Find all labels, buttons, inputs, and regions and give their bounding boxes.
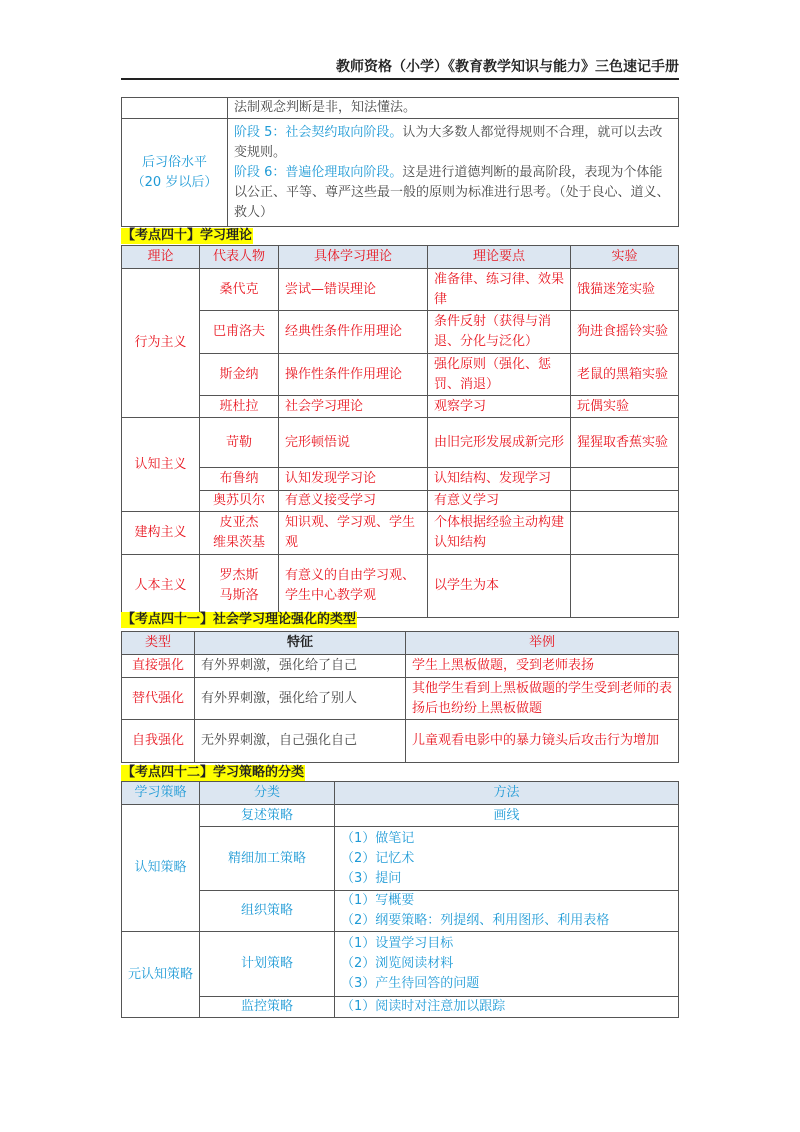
cell-text: 法制观念判断是非，知法懂法。 <box>228 98 679 119</box>
section-40-heading: 【考点四十】学习理论 <box>122 228 253 243</box>
feature-cell: 无外界刺激，自己强化自己 <box>195 720 406 763</box>
method-item: （1）写概要 <box>341 893 415 908</box>
methods-cell <box>335 997 679 1018</box>
learning-strategy-table <box>121 781 679 1018</box>
specific-theory-cell: 认知发现学习论 <box>279 468 428 491</box>
points-cell: 准备律、练习律、效果律 <box>428 269 571 311</box>
header-cell: 方法 <box>335 782 679 805</box>
specific-theory-cell: 有意义接受学习 <box>279 491 428 512</box>
header-cell: 类型 <box>122 632 195 655</box>
points-cell: 有意义学习 <box>428 491 571 512</box>
specific-theory-cell: 有意义的自由学习观、学生中心教学观 <box>279 555 428 618</box>
points-cell: 个体根据经验主动构建认知结构 <box>428 512 571 555</box>
table-row <box>122 997 679 1018</box>
empty-cell <box>122 98 228 119</box>
header-row <box>122 246 679 269</box>
methods-cell <box>335 932 679 997</box>
stage6-title: 阶段 6：普遍伦理取向阶段。 <box>234 164 403 180</box>
category-cell: 组织策略 <box>200 891 335 932</box>
feature-cell: 有外界刺激，强化给了别人 <box>195 678 406 720</box>
method-item: 画线 <box>493 807 520 823</box>
methods-cell <box>335 891 679 932</box>
person-cell: 班杜拉 <box>200 396 279 418</box>
category-cell: 计划策略 <box>200 932 335 997</box>
points-cell: 认知结构、发现学习 <box>428 468 571 491</box>
experiment-cell <box>571 491 679 512</box>
person-cell: 罗杰斯 马斯洛 <box>200 555 279 618</box>
reinforcement-table <box>121 631 679 763</box>
points-cell: 强化原则（强化、惩罚、消退） <box>428 354 571 396</box>
strategy-cell: 认知策略 <box>122 805 200 932</box>
points-cell: 条件反射（获得与消退、分化与泛化） <box>428 311 571 354</box>
person-cell: 桑代克 <box>200 269 279 311</box>
category-cell: 复述策略 <box>200 805 335 827</box>
method-item: （3）提问 <box>341 870 402 886</box>
stages-cell <box>228 119 679 227</box>
theory-cell: 行为主义 <box>122 269 200 418</box>
header-row <box>122 632 679 655</box>
level-cell <box>122 119 228 227</box>
table-row <box>122 932 679 997</box>
table-row <box>122 891 679 932</box>
method-item: （3）产生待回答的问题 <box>341 976 480 991</box>
experiment-cell <box>571 512 679 555</box>
category-cell: 精细加工策略 <box>200 827 335 891</box>
person-cell: 巴甫洛夫 <box>200 311 279 354</box>
table-row <box>122 805 679 827</box>
specific-theory-cell: 社会学习理论 <box>279 396 428 418</box>
person-cell: 皮亚杰 维果茨基 <box>200 512 279 555</box>
method-item: （1）设置学习目标 <box>341 936 454 951</box>
type-cell: 替代强化 <box>122 678 195 720</box>
stage6-text: 这是进行道德判断的最高阶段，表现为个体能以公正、平等、尊严这些最一般的原则为标准进行思考。（处于良心、道义、救人） <box>234 164 670 220</box>
table-row <box>122 119 679 227</box>
header-cell: 实验 <box>571 246 679 269</box>
specific-theory-cell: 知识观、学习观、学生观 <box>279 512 428 555</box>
method-item: （2）记忆术 <box>341 850 415 866</box>
table-row <box>122 354 679 396</box>
header-cell: 具体学习理论 <box>279 246 428 269</box>
specific-theory-cell: 操作性条件作用理论 <box>279 354 428 396</box>
method-item: （1）阅读时对注意加以跟踪 <box>341 999 506 1014</box>
header-cell: 理论 <box>122 246 200 269</box>
example-cell: 儿童观看电影中的暴力镜头后攻击行为增加 <box>406 720 679 763</box>
method-item: （1）做笔记 <box>341 830 415 846</box>
experiment-cell <box>571 555 679 618</box>
experiment-cell: 饿猫迷笼实验 <box>571 269 679 311</box>
category-cell: 监控策略 <box>200 997 335 1018</box>
experiment-cell: 玩偶实验 <box>571 396 679 418</box>
section-41-heading <box>121 612 357 628</box>
learning-theory-table <box>121 245 679 618</box>
person-cell: 苛勒 <box>200 418 279 468</box>
stage5-text: 认为大多数人都觉得规则不合理，就可以去改变规则。 <box>234 124 663 160</box>
table-row <box>122 512 679 555</box>
specific-theory-cell: 经典性条件作用理论 <box>279 311 428 354</box>
person-cell: 奥苏贝尔 <box>200 491 279 512</box>
section-41-title: 社会学习理论强化的类型 <box>213 612 357 627</box>
header-row <box>122 782 679 805</box>
page-header: 教师资格（小学）《教育教学知识与能力》三色速记手册 <box>121 56 679 80</box>
points-cell: 由旧完形发展成新完形 <box>428 418 571 468</box>
methods-cell <box>335 805 679 827</box>
table-row <box>122 396 679 418</box>
example-cell: 其他学生看到上黑板做题的学生受到老师的表扬后也纷纷上黑板做题 <box>406 678 679 720</box>
method-item: （2）纲要策略：列提纲、利用图形、利用表格 <box>341 913 610 928</box>
theory-cell: 建构主义 <box>122 512 200 555</box>
points-cell: 以学生为本 <box>428 555 571 618</box>
person-cell: 布鲁纳 <box>200 468 279 491</box>
methods-cell <box>335 827 679 891</box>
specific-theory-cell: 尝试—错误理论 <box>279 269 428 311</box>
table-row <box>122 720 679 763</box>
theory-cell: 人本主义 <box>122 555 200 618</box>
header-cell: 代表人物 <box>200 246 279 269</box>
example-cell: 学生上黑板做题，受到老师表扬 <box>406 655 679 678</box>
table-row <box>122 827 679 891</box>
feature-cell: 有外界刺激，强化给了自己 <box>195 655 406 678</box>
method-item: （2）浏览阅读材料 <box>341 956 454 971</box>
section-42-title: 学习策略的分类 <box>213 765 305 780</box>
level-name: 后习俗水平 <box>141 154 207 170</box>
header-cell: 学习策略 <box>122 782 200 805</box>
specific-theory-cell: 完形顿悟说 <box>279 418 428 468</box>
section-41-prefix: 【考点四十一】 <box>122 612 214 627</box>
theory-cell: 认知主义 <box>122 418 200 512</box>
header-cell: 举例 <box>406 632 679 655</box>
table-row <box>122 418 679 468</box>
person-cell: 斯金纳 <box>200 354 279 396</box>
experiment-cell: 狗进食摇铃实验 <box>571 311 679 354</box>
header-cell: 特征 <box>195 632 406 655</box>
table-row <box>122 269 679 311</box>
experiment-cell: 老鼠的黑箱实验 <box>571 354 679 396</box>
stage5-title: 阶段 5：社会契约取向阶段。 <box>234 124 403 140</box>
table-row <box>122 98 679 119</box>
experiment-cell <box>571 468 679 491</box>
type-cell: 自我强化 <box>122 720 195 763</box>
section-42-prefix: 【考点四十二】 <box>122 765 214 780</box>
type-cell: 直接强化 <box>122 655 195 678</box>
level-age: （20 岁以后） <box>131 174 218 190</box>
table-row <box>122 555 679 618</box>
table-row <box>122 655 679 678</box>
table-row <box>122 311 679 354</box>
experiment-cell: 猩猩取香蕉实验 <box>571 418 679 468</box>
kohlberg-table <box>121 97 679 227</box>
table-row <box>122 678 679 720</box>
table-row <box>122 491 679 512</box>
strategy-cell: 元认知策略 <box>122 932 200 1018</box>
header-cell: 理论要点 <box>428 246 571 269</box>
header-cell: 分类 <box>200 782 335 805</box>
section-42-heading <box>121 765 305 781</box>
table-row <box>122 468 679 491</box>
points-cell: 观察学习 <box>428 396 571 418</box>
